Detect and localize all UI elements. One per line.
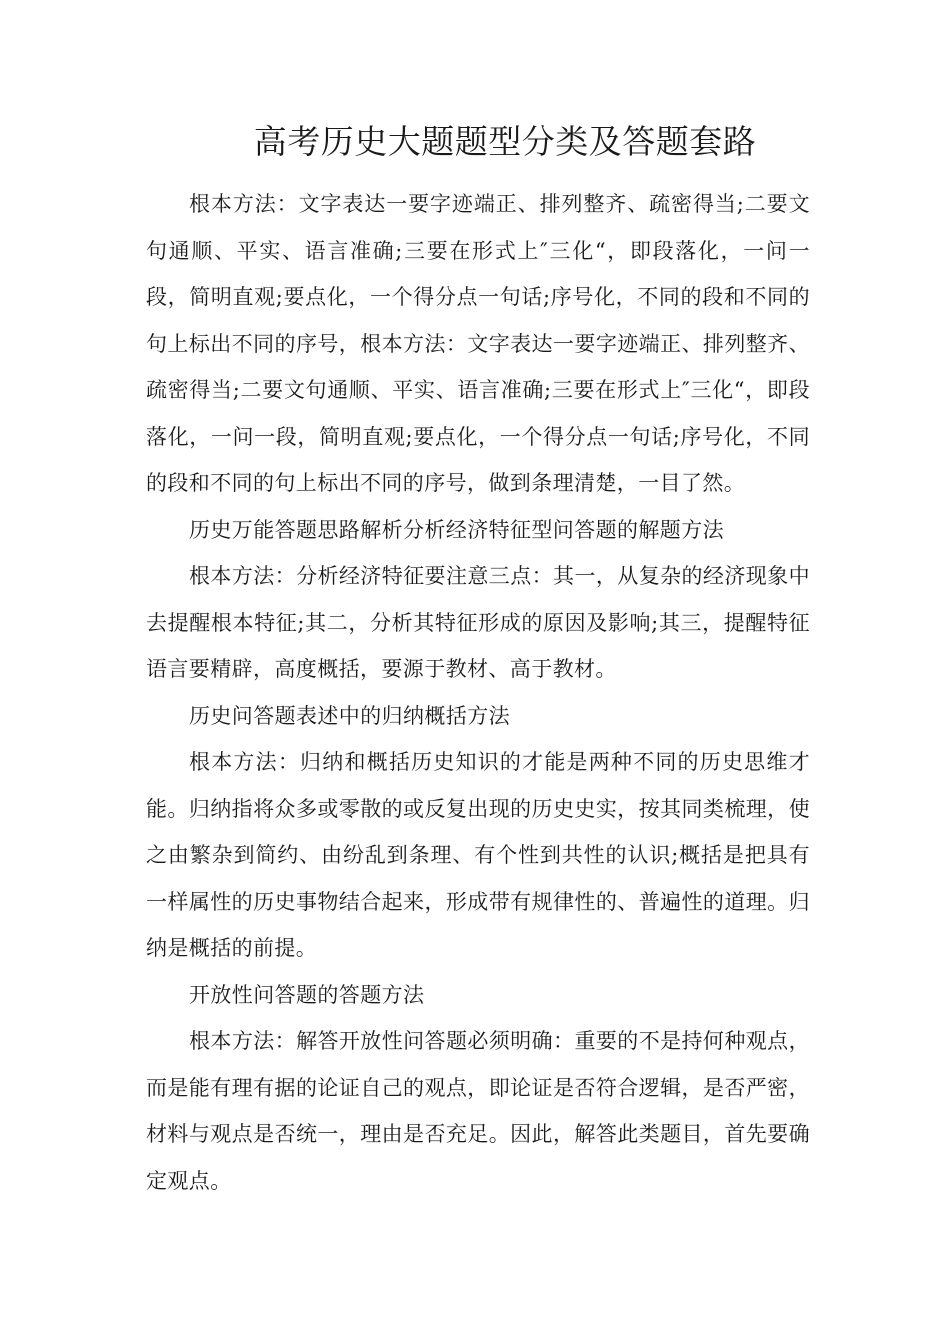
section-heading-open-questions: 开放性问答题的答题方法 [189, 982, 425, 1007]
document-title: 高考历史大题题型分类及答题套路 [253, 122, 757, 161]
paragraph-economic-features: 根本方法：分析经济特征要注意三点：其一，从复杂的经济现象中去提醒根本特征;其二，分析其特征形成的原因及影响;其三，提醒特征语言要精辟，高度概括，要源于教材、高于教材。 [146, 564, 810, 681]
paragraph-induction-summary: 根本方法：归纳和概括历史知识的才能是两种不同的历史思维才能。归纳指将众多或零散的或反复出现的历史史实，按其同类梳理，使之由繁杂到简约、由纷乱到条理、有个性到共性的认识;概括是把具有一样属性的历史事物结合起来，形成带有规律性的、普遍性的道理。归纳是概括的前提。 [146, 750, 810, 960]
paragraph-open-questions: 根本方法：解答开放性问答题必须明确：重要的不是持何种观点，而是能有理有据的论证自己的观点，即论证是否符合逻辑，是否严密，材料与观点是否统一，理由是否充足。因此，解答此类题目，首先要确定观点。 [146, 1029, 810, 1193]
paragraph-answer-method: 根本方法：文字表达一要字迹端正、排列整齐、疏密得当;二要文句通顺、平实、语言准确;三要在形式上″三化“，即段落化，一问一段，简明直观;要点化，一个得分点一句话;序号化，不同的段和不同的句上标出不同的序号，根本方法：文字表达一要字迹端正、排列整齐、疏密得当;二要文句通顺、平实、语言准确;三要在形式上″三化“，即段落化，一问一段，简明直观;要点化，一个得分点一句话;序号化，不同的段和不同的句上标出不同的序号，做到条理清楚，一目了然。 [146, 192, 810, 495]
document-body [146, 181, 810, 1204]
section-heading-induction-summary: 历史问答题表述中的归纳概括方法 [189, 703, 510, 728]
section-heading-economic-features: 历史万能答题思路解析分析经济特征型问答题的解题方法 [189, 517, 724, 542]
